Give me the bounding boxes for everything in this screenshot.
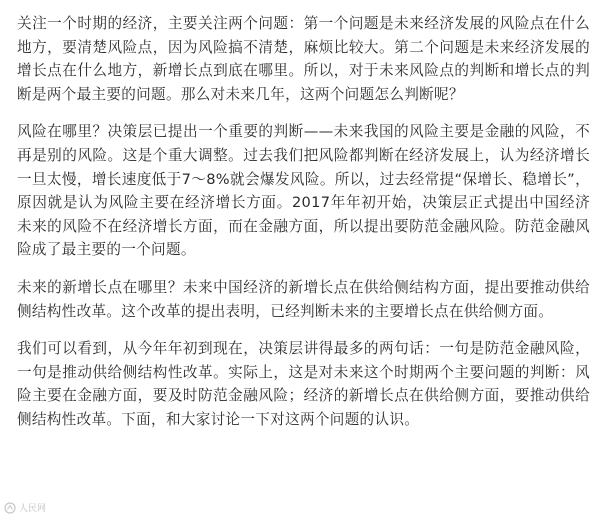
watermark-logo-icon (4, 501, 16, 513)
paragraph-4: 我们可以看到，从今年年初到现在，决策层讲得最多的两句话：一句是防范金融风险，一句是推动供给侧结构性改革。实际上，这是对未来这个时期两个主要问题的判断：风险主要在金融方面，要及时防范金融风险；经济的新增长点在供给侧方面，要推动供给侧结构性改革。下面，和大家讨论一下对这两个问题的认识。 (17, 340, 590, 428)
watermark (4, 500, 46, 514)
watermark-text: 人民网 (19, 503, 47, 514)
paragraph-3: 未来的新增长点在哪里？未来中国经济的新增长点在供给侧结构方面，提出要推动供给侧结构性改革。这个改革的提出表明，已经判断未来的主要增长点在供给侧方面。 (17, 278, 590, 320)
paragraph-2: 风险在哪里？决策层已提出一个重要的判断——未来我国的风险主要是金融的风险，不再是别的风险。这是个重大调整。过去我们把风险都判断在经济发展上，认为经济增长一旦太慢，增长速度低于7～8%就会爆发风险。所以，过去经常提“保增长、稳增长”，原因就是认为风险主要在经济增长方面。2017年年初开始，决策层正式提出中国经济未来的风险不在经济增长方面，而在金融方面，所以提出要防范金融风险。防范金融风险成了最主要的一个问题。 (17, 123, 590, 259)
article-body (17, 12, 590, 446)
paragraph-1: 关注一个时期的经济，主要关注两个问题：第一个问题是未来经济发展的风险点在什么地方，要清楚风险点，因为风险搞不清楚，麻烦比较大。第二个问题是未来经济发展的增长点在什么地方，新增长点到底在哪里。所以，对于未来风险点的判断和增长点的判断是两个最主要的问题。那么对未来几年，这两个问题怎么判断呢？ (17, 15, 590, 103)
